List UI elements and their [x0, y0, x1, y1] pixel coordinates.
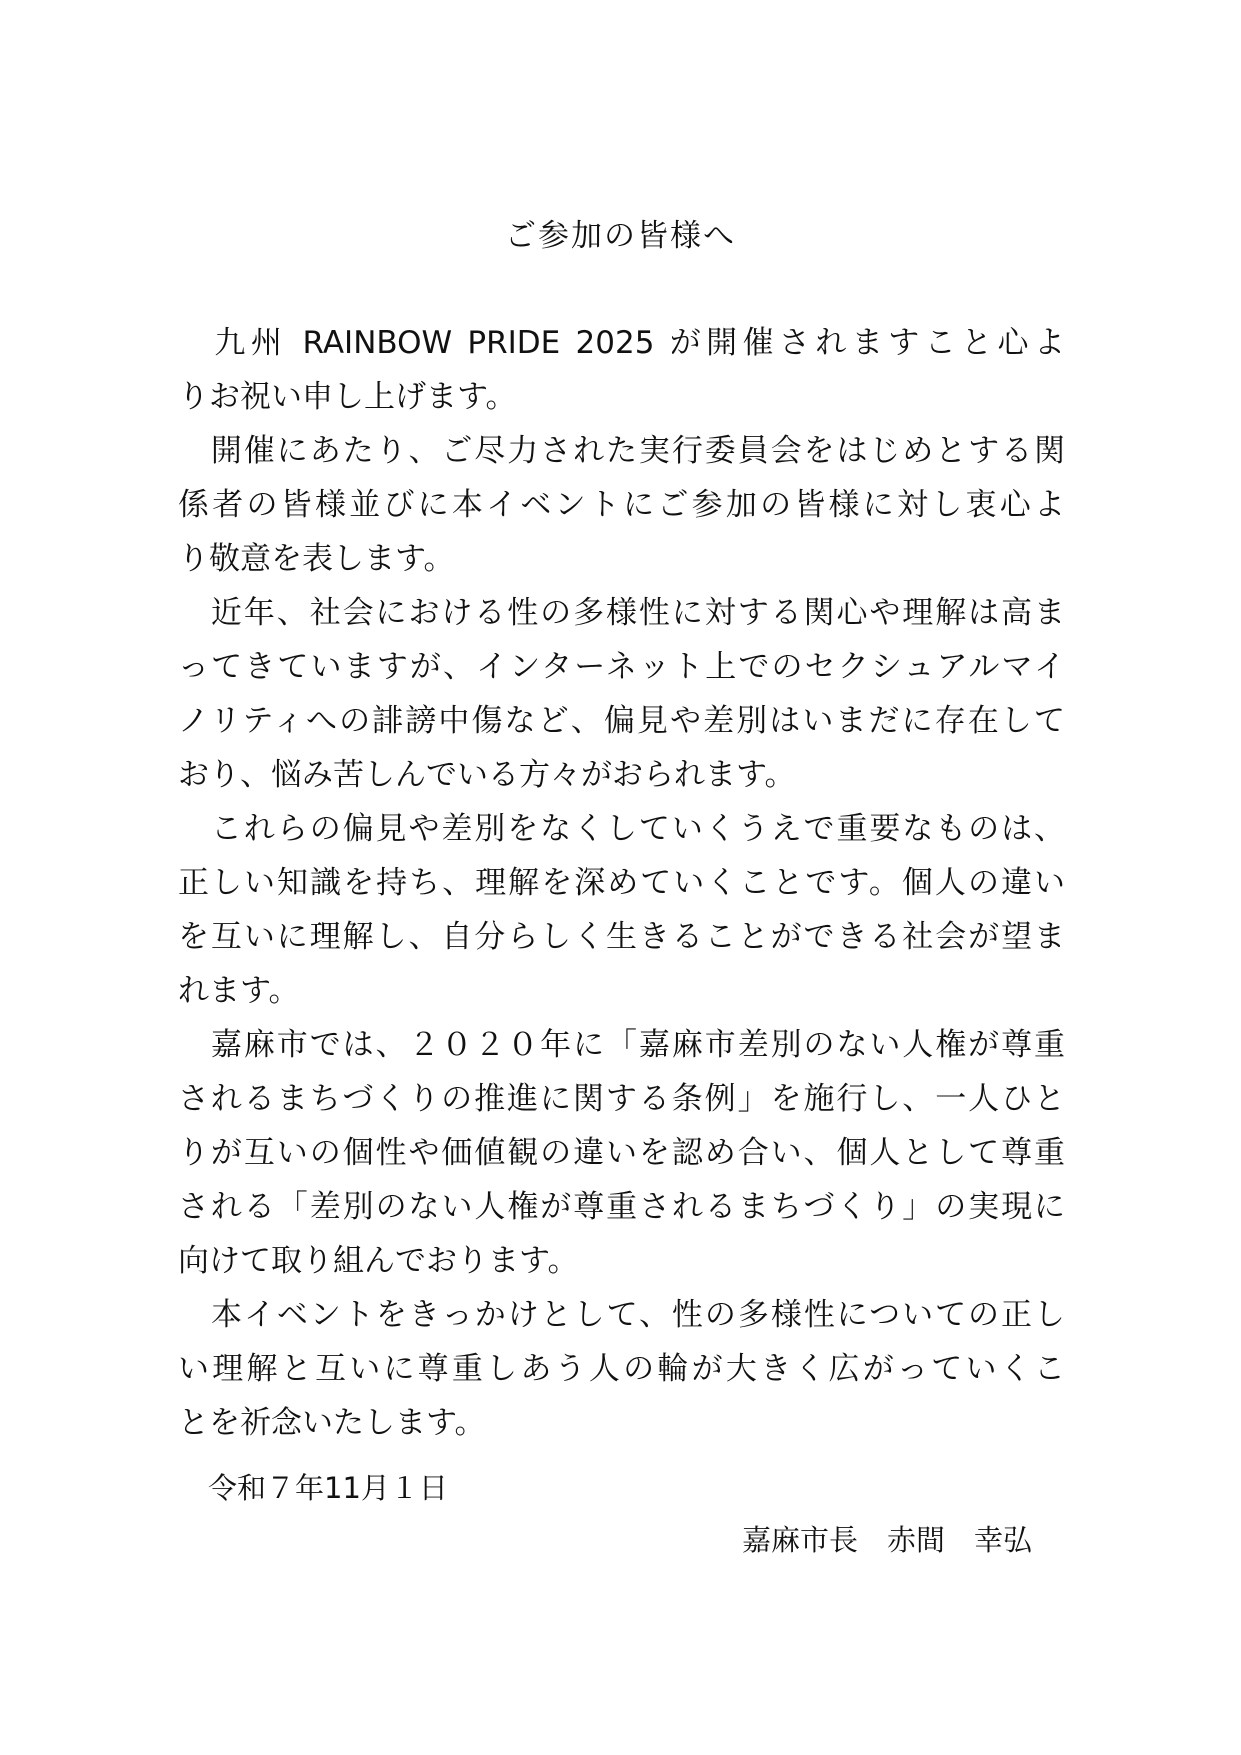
- paragraph-line: されるまちづくりの推進に関する条例」を施行し、一人ひと: [178, 1081, 1065, 1117]
- paragraph-line: れます。: [178, 973, 300, 1009]
- paragraph-line: 向けて取り組んでおります。: [178, 1243, 579, 1279]
- paragraph-line: ってきていますが、インターネット上でのセクシュアルマイ: [178, 649, 1065, 685]
- paragraph-line: り敬意を表します。: [178, 541, 455, 577]
- paragraph-5: [178, 1018, 1065, 1288]
- paragraph-line: い理解と互いに尊重しあう人の輪が大きく広がっていくこ: [178, 1351, 1065, 1387]
- paragraph-line: 嘉麻市では、２０２０年に「嘉麻市差別のない人権が尊重: [178, 1027, 1065, 1063]
- letter-title: ご参加の皆様へ: [505, 218, 736, 254]
- paragraph-line: りが互いの個性や価値観の違いを認め合い、個人として尊重: [178, 1135, 1065, 1171]
- letter-date: 令和７年11月１日: [208, 1471, 448, 1505]
- paragraph-line: おり、悩み苦しんでいる方々がおられます。: [178, 757, 796, 793]
- paragraph-2: [178, 424, 1065, 586]
- paragraph-line: 近年、社会における性の多様性に対する関心や理解は高ま: [178, 595, 1065, 631]
- paragraph-line: を互いに理解し、自分らしく生きることができる社会が望ま: [178, 919, 1065, 955]
- paragraph-line: 係者の皆様並びに本イベントにご参加の皆様に対し衷心よ: [178, 487, 1065, 523]
- letter-signature: 嘉麻市長 赤間 幸弘: [742, 1523, 1033, 1557]
- paragraph-line: 開催にあたり、ご尽力された実行委員会をはじめとする関: [178, 433, 1065, 469]
- letter-body: [178, 316, 1065, 1450]
- paragraph-line: りお祝い申し上げます。: [178, 379, 517, 415]
- paragraph-line: とを祈念いたします。: [178, 1405, 486, 1441]
- paragraph-4: [178, 802, 1065, 1018]
- paragraph-1: [178, 316, 1065, 424]
- paragraph-3: [178, 586, 1065, 802]
- paragraph-line: 九州 RAINBOW PRIDE 2025 が開催されますこと心よ: [178, 325, 1065, 361]
- paragraph-6: [178, 1288, 1065, 1450]
- paragraph-line: これらの偏見や差別をなくしていくうえで重要なものは、: [178, 811, 1065, 847]
- paragraph-line: ノリティへの誹謗中傷など、偏見や差別はいまだに存在して: [178, 703, 1065, 739]
- paragraph-line: 正しい知識を持ち、理解を深めていくことです。個人の違い: [178, 865, 1065, 901]
- paragraph-line: される「差別のない人権が尊重されるまちづくり」の実現に: [178, 1189, 1065, 1225]
- paragraph-line: 本イベントをきっかけとして、性の多様性についての正し: [178, 1297, 1065, 1333]
